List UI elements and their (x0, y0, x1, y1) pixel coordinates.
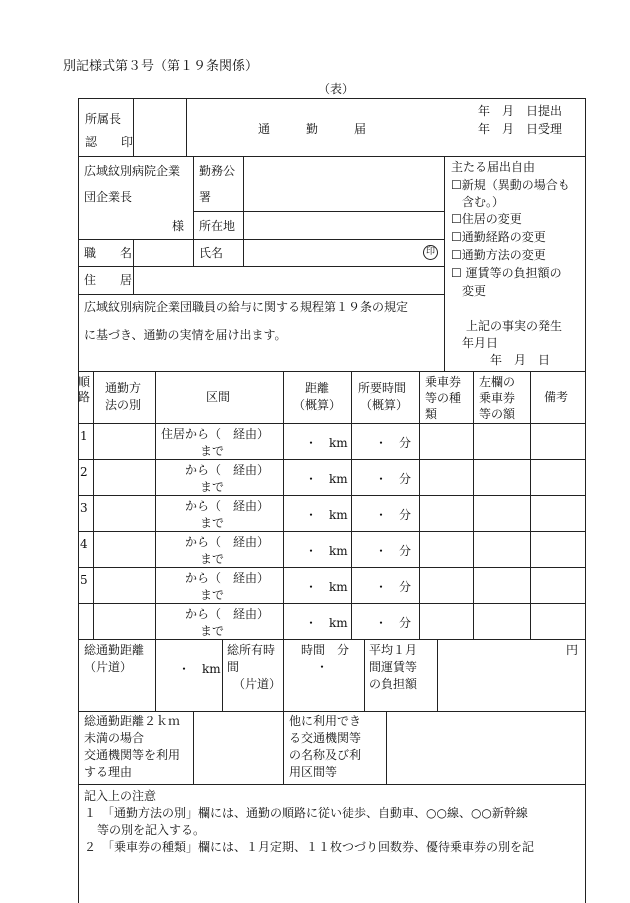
col-distance-2: （概算） (293, 398, 342, 412)
short-distance-reason-label-2: 未満の場合 (84, 731, 145, 745)
workplace-label: 勤務公 (199, 164, 236, 178)
occurrence-label-2: 年月日 (462, 336, 499, 350)
total-time-label-3: （片道） (233, 677, 282, 691)
section-to: まで (200, 552, 225, 566)
section-from[interactable]: から（ 経由） (185, 499, 270, 513)
job-title-label: 職 名 (84, 246, 133, 260)
row-number: 3 (80, 501, 88, 515)
col-method-2: 法の別 (105, 398, 142, 412)
occurrence-label: 上記の事実の発生 (466, 319, 563, 333)
reason-route-change[interactable]: ☐通勤経路の変更 (451, 230, 546, 244)
total-distance-label-2: （片道） (84, 660, 133, 674)
receipt-date: 年 月 日受理 (478, 122, 563, 136)
total-time-value-2: ・ (316, 660, 329, 674)
monthly-fare-label-3: の負担額 (369, 677, 418, 691)
reason-heading: 主たる届出自由 (451, 160, 536, 174)
time-value[interactable]: ・ 分 (375, 544, 412, 558)
addressee-line1: 広域紋別病院企業 (84, 164, 181, 178)
other-transport-label-4: 用区間等 (289, 765, 338, 779)
short-distance-reason-label-4: する理由 (84, 765, 133, 779)
residence-label: 住 居 (84, 273, 133, 287)
col-method: 通勤方 (105, 381, 142, 395)
location-label: 所在地 (199, 219, 236, 233)
col-ticket-2: 等の種 (425, 391, 462, 405)
workplace-label-2: 署 (199, 190, 212, 204)
total-time-value[interactable]: 時間 分 (301, 643, 350, 657)
note-1-cont: 等の別を記入する。 (97, 823, 206, 837)
reason-residence-change[interactable]: ☐住居の変更 (451, 212, 522, 226)
time-value[interactable]: ・ 分 (375, 436, 412, 450)
section-to: まで (200, 480, 225, 494)
col-ticket-3: 類 (425, 407, 438, 421)
time-value[interactable]: ・ 分 (375, 472, 412, 486)
other-transport-label-3: の名称及び利 (289, 748, 362, 762)
section-from[interactable]: から（ 経由） (185, 535, 270, 549)
seal-label: 認 印 (85, 135, 134, 149)
distance-value[interactable]: ・ km (305, 436, 348, 450)
section-to: まで (200, 624, 225, 638)
time-value[interactable]: ・ 分 (375, 508, 412, 522)
distance-value[interactable]: ・ km (305, 580, 348, 594)
section-from[interactable]: から（ 経由） (185, 463, 270, 477)
reason-fare-change[interactable]: ☐ 運賃等の負担額の (451, 266, 562, 280)
other-transport-label-2: る交通機関等 (289, 731, 362, 745)
seal-mark: 印 (423, 245, 438, 260)
section-to: まで (200, 588, 225, 602)
section-from[interactable]: 住居から（ 経由） (161, 427, 270, 441)
col-section: 区間 (206, 390, 231, 404)
section-to: まで (200, 444, 225, 458)
short-distance-reason-label-3: 交通機関等を利用 (84, 748, 181, 762)
submit-date: 年 月 日提出 (478, 104, 563, 118)
row-number: 5 (80, 573, 88, 587)
col-distance: 距離 (305, 381, 330, 395)
row-number: 1 (80, 429, 88, 443)
reason-fare-change-cont: 変更 (462, 284, 487, 298)
form-number: 別記様式第３号（第１９条関係） (63, 59, 259, 74)
row-number: 4 (80, 537, 88, 551)
col-note: 備考 (544, 390, 569, 404)
col-order-2: 路 (78, 390, 91, 404)
col-amount-3: 等の額 (479, 407, 516, 421)
distance-value[interactable]: ・ km (305, 508, 348, 522)
note-2: ２ 「乗車券の種類」欄には、１月定期、１１枚つづり回数券、優待乗車券の別を記 (84, 840, 535, 854)
total-time-label: 総所有時 (227, 643, 276, 657)
col-order: 順 (78, 375, 91, 389)
row-number: 2 (80, 465, 88, 479)
chief-label: 所属長 (85, 112, 122, 126)
addressee-honorific: 様 (172, 219, 185, 233)
col-ticket: 乗車券 (425, 375, 462, 389)
total-time-label-2: 間 (227, 660, 240, 674)
name-label: 氏名 (199, 246, 224, 260)
side-label: （表） (318, 82, 355, 96)
col-amount-2: 乗車券 (479, 391, 516, 405)
reason-method-change[interactable]: ☐通勤方法の変更 (451, 248, 546, 262)
section-to: まで (200, 516, 225, 530)
note-1: １ 「通勤方法の別」欄には、通勤の順路に従い徒歩、自動車、○○線、○○新幹線 (84, 806, 528, 820)
statement-line1: 広域紋別病院企業団職員の給与に関する規程第１９条の規定 (84, 300, 409, 314)
short-distance-reason-label: 総通勤距離２ｋｍ (84, 714, 181, 728)
total-distance-label: 総通勤距離 (84, 643, 145, 657)
time-value[interactable]: ・ 分 (375, 580, 412, 594)
other-transport-label: 他に利用でき (289, 714, 362, 728)
yen-unit: 円 (566, 643, 579, 657)
reason-new[interactable]: ☐新規（異動の場合も (451, 178, 570, 192)
distance-value[interactable]: ・ km (305, 472, 348, 486)
notes-heading: 記入上の注意 (84, 789, 157, 803)
monthly-fare-label: 平均１月 (369, 643, 418, 657)
occurrence-date: 年 月 日 (490, 353, 551, 367)
col-time-2: （概算） (360, 398, 409, 412)
addressee-line2: 団企業長 (84, 190, 133, 204)
col-amount: 左欄の (479, 375, 516, 389)
distance-value[interactable]: ・ km (305, 544, 348, 558)
time-value[interactable]: ・ 分 (375, 616, 412, 630)
total-distance-value[interactable]: ・ km (178, 662, 221, 676)
section-from[interactable]: から（ 経由） (185, 571, 270, 585)
section-from[interactable]: から（ 経由） (185, 607, 270, 621)
monthly-fare-label-2: 間運賃等 (369, 660, 418, 674)
statement-line2: に基づき、通勤の実情を届け出ます。 (84, 328, 287, 342)
reason-new-cont: 含む。） (462, 195, 505, 209)
distance-value[interactable]: ・ km (305, 616, 348, 630)
col-time: 所要時間 (358, 381, 407, 395)
form-title: 通 勤 届 (258, 122, 367, 136)
